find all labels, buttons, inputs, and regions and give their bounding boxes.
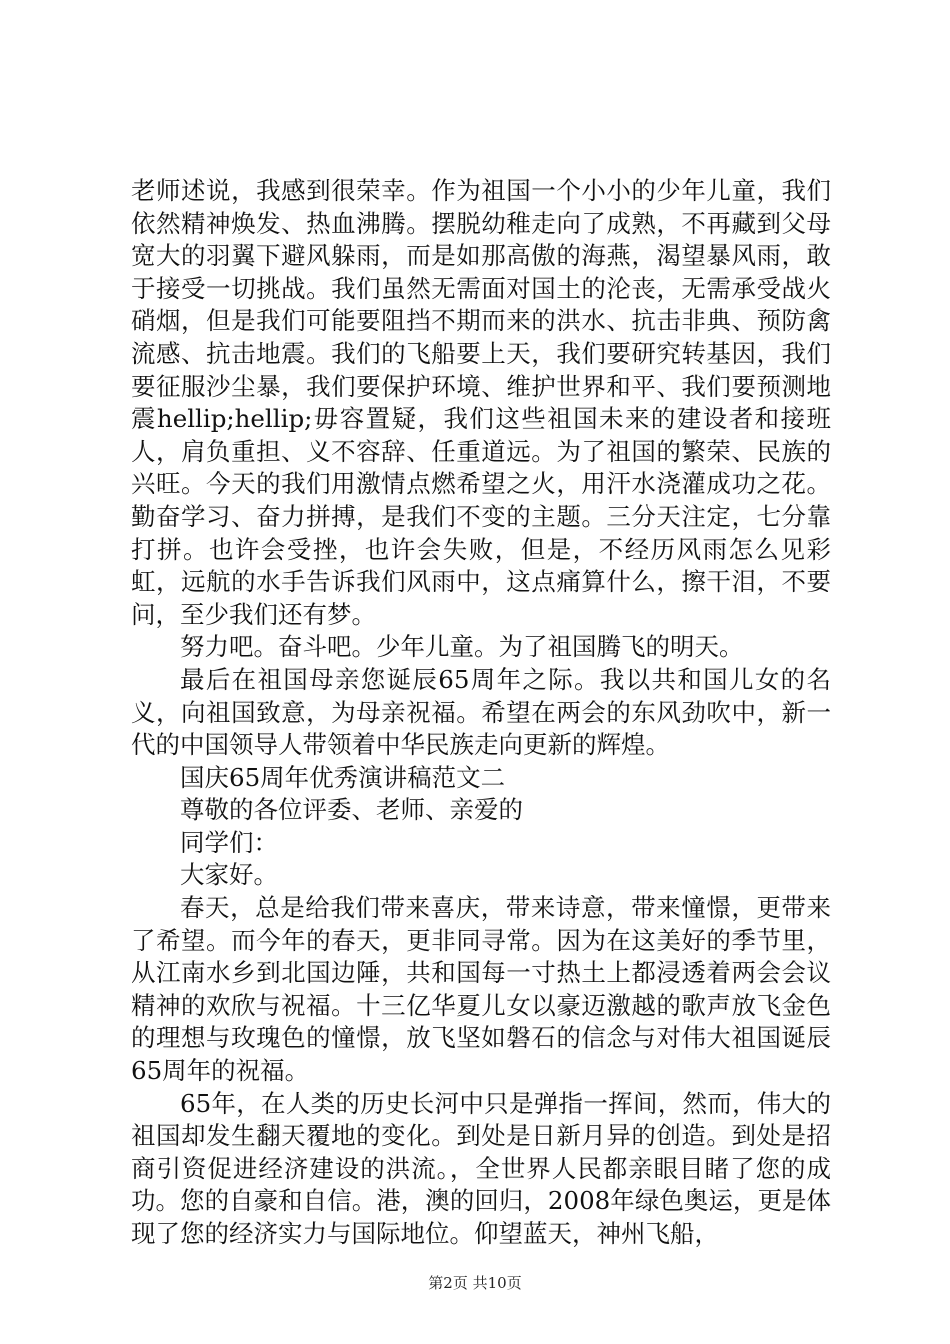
paragraph-closing-wish: 最后在祖国母亲您诞辰65周年之际。我以共和国儿女的名义，向祖国致意，为母亲祝福。希望在两会的东风劲吹中，新一代的中国领导人带领着中华民族走向更新的辉煌。 <box>131 664 831 760</box>
paragraph-65-years: 65年，在人类的历史长河中只是弹指一挥间，然而，伟大的祖国却发生翻天覆地的变化。到处是日新月异的创造。到处是招商引资促进经济建设的洪流。，全世界人民都亲眼目睹了您的成功。您的自豪和自信。港，澳的回归，2008年绿色奥运，更是体现了您的经济实力与国际地位。仰望蓝天，神州飞船， <box>131 1088 831 1248</box>
greeting: 大家好。 <box>180 860 278 890</box>
salutation-line-1: 尊敬的各位评委、老师、亲爱的 <box>180 795 523 825</box>
paragraph-continuation: 老师述说，我感到很荣幸。作为祖国一个小小的少年儿童，我们依然精神焕发、热血沸腾。摆脱幼稚走向了成熟，不再藏到父母宽大的羽翼下避风躲雨，而是如那高傲的海燕，渴望暴风雨，敢于接受一切挑战。我们虽然无需面对国土的沦丧，无需承受战火硝烟，但是我们可能要阻挡不期而来的洪水、抗击非典、预防禽流感、抗击地震。我们的飞船要上天，我们要研究转基因，我们要征服沙尘暴，我们要保护环境、维护世界和平、我们要预测地震hellip;hellip;毋容置疑，我们这些祖国未来的建设者和接班人，肩负重担、义不容辞、任重道远。为了祖国的繁荣、民族的兴旺。今天的我们用激情点燃希望之火，用汗水浇灌成功之花。勤奋学习、奋力拼搏，是我们不变的主题。三分天注定，七分靠打拼。也许会受挫，也许会失败，但是，不经历风雨怎么见彩虹，远航的水手告诉我们风雨中，这点痛算什么，擦干泪，不要问，至少我们还有梦。 <box>131 176 831 629</box>
paragraph-spring: 春天，总是给我们带来喜庆，带来诗意，带来憧憬，更带来了希望。而今年的春天，更非同寻常。因为在这美好的季节里，从江南水乡到北国边陲，共和国每一寸热土上都浸透着两会会议精神的欢欣与祝福。十三亿华夏儿女以豪迈激越的歌声放飞金色的理想与玫瑰色的憧憬，放飞坚如磐石的信念与对伟大祖国诞辰65周年的祝福。 <box>131 893 831 1086</box>
document-body <box>131 175 831 1251</box>
page-number-footer: 第2页 共10页 <box>428 1274 522 1292</box>
section-title: 国庆65周年优秀演讲稿范文二 <box>180 762 506 792</box>
paragraph-exhortation: 努力吧。奋斗吧。少年儿童。为了祖国腾飞的明天。 <box>180 632 744 662</box>
salutation-line-2: 同学们： <box>180 827 278 857</box>
